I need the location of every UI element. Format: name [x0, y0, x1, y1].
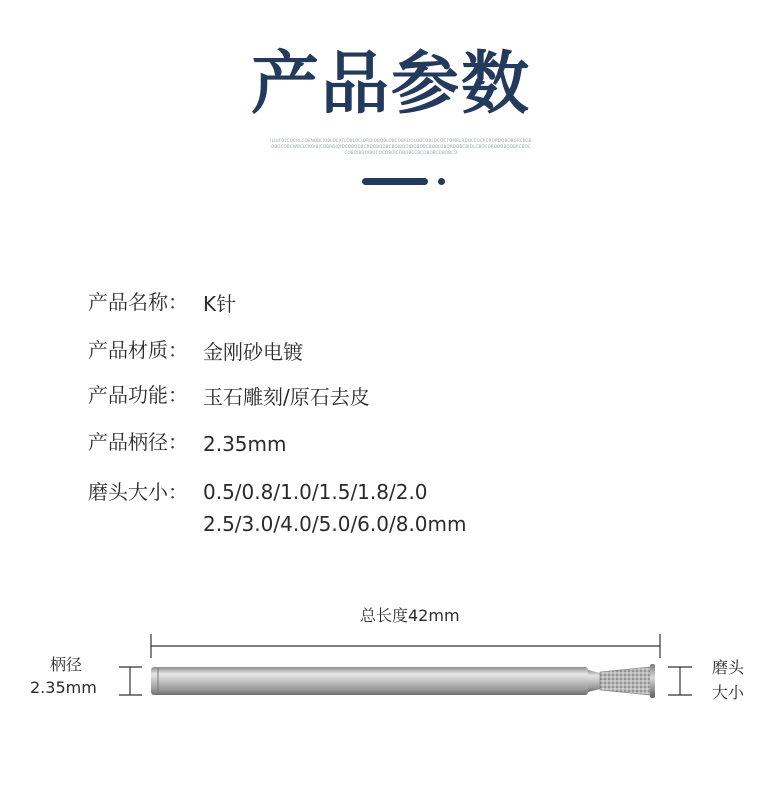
spec-row-shank	[88, 428, 287, 460]
head-label-line-1: 磨头	[712, 658, 745, 677]
spec-value-line-2: 2.5/3.0/4.0/5.0/6.0/8.0mm	[203, 512, 467, 536]
total-length-label: 总长度42mm	[360, 606, 460, 625]
spec-label: 产品功能：	[88, 383, 188, 407]
spec-row-name	[88, 288, 236, 320]
spec-value: 金刚砂电镀	[203, 340, 303, 364]
shank-label-line-2: 2.35mm	[30, 678, 97, 697]
spec-label: 磨头大小：	[88, 480, 188, 504]
spec-value: 玉石雕刻/原石去皮	[203, 385, 370, 409]
spec-row-head-size	[88, 476, 467, 540]
spec-value: K针	[203, 292, 237, 316]
spec-row-function	[88, 381, 370, 413]
bur-diamond-head	[600, 667, 652, 695]
title-fine-print: ILIUFOLCOCRLCOENOBLIOBLOCATLOBLOCIORDIOBOBLOBCOBRDOLOBCOBLOCOCTOMRLRDOLCOCRCRORDOBOBORCKOBOBOCOBCWBCLCKOIBICOBRDIQIDCOBODBCRDOBODBCBOIBDOIDOBOBCBOBLOBORDOBCBIOLCBOCORDBOBODBRCBOCCOBOIBDOIBOCOCOBOICOBOBCCBCOBOBCOBOBCO	[270, 138, 532, 155]
page-title: 产品参数	[250, 45, 531, 124]
spec-row-material	[88, 336, 303, 368]
bur-neck	[588, 670, 600, 692]
shank-label-line-1: 柄径	[50, 655, 83, 674]
spec-value-line-1: 0.5/0.8/1.0/1.5/1.8/2.0	[203, 480, 428, 504]
spec-value: 2.35mm	[203, 432, 287, 456]
title-underline-dot	[438, 178, 445, 185]
spec-label: 产品材质：	[88, 338, 188, 362]
bur-dimension-diagram	[0, 590, 782, 720]
head-label-line-2: 大小	[712, 683, 745, 702]
bur-shank	[151, 667, 588, 695]
title-underline-bar	[362, 178, 428, 185]
spec-label: 产品柄径：	[88, 430, 188, 454]
spec-label: 产品名称：	[88, 290, 188, 314]
bur-head-disc	[650, 664, 655, 698]
